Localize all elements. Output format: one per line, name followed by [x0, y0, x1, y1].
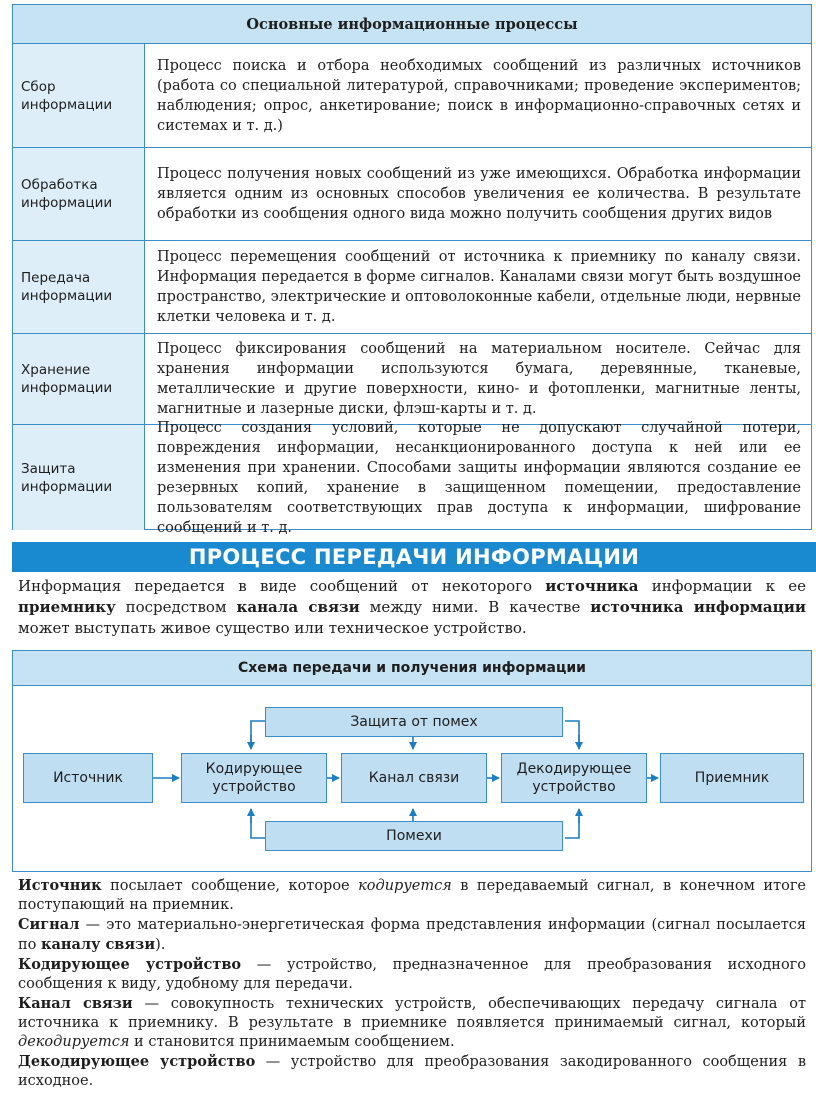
bold-term: приемнику [18, 598, 116, 616]
text-run: — совокупность технических устройств, обеспечивающих передачу сигнала от источника к приемнику. В результате в приемнике появляется принимаемый сигнал, который [18, 996, 806, 1031]
receiver-box: Приемник [660, 753, 804, 803]
italic-term: декодируется [18, 1034, 130, 1050]
bold-term: Канал связи [18, 995, 133, 1012]
noise-protection-box: Защита от помех [265, 707, 563, 737]
text-run: посылает сообщение, которое [101, 878, 359, 894]
row-label: Хранение информации [13, 334, 145, 424]
row-label: Сбор информации [13, 44, 145, 147]
table-row [13, 44, 811, 148]
table-row [13, 334, 811, 425]
source-box: Источник [23, 753, 153, 803]
definition-paragraph [18, 955, 806, 994]
intro-paragraph [18, 576, 806, 639]
bold-term: Источник [18, 877, 102, 894]
row-label: Защита информации [13, 425, 145, 530]
scheme-title: Схема передачи и получения информации [13, 651, 811, 686]
text-run: между ними. В качестве [359, 598, 591, 616]
bold-term: Декодирующее устройство [18, 1053, 256, 1070]
table-row [13, 148, 811, 241]
text-run: — это материально-энергетическая форма представления информации (сигнал посылается по [18, 917, 806, 953]
bold-term: Сигнал [18, 916, 80, 933]
bold-term: канала связи [236, 598, 360, 616]
row-text: Процесс перемещения сообщений от источника к приемнику по каналу связи. Информация передается в форме сигналов. Каналами связи могут быть воздушное пространство, электрические и оптоволоконные кабели, отдельные люди, нервные клетки человека и т. д. [157, 249, 801, 325]
encoder-box: Кодирующее устройство [181, 753, 327, 803]
text-run: Информация передается в виде сообщений от некоторого [18, 577, 546, 595]
channel-box: Канал связи [341, 753, 487, 803]
text-run: в передаваемый сигнал, в конечном итоге поступающий на приемник. [18, 878, 806, 913]
row-text: Процесс получения новых сообщений из уже имеющихся. Обработка информации является одним из основных способов увеличения ее количества. В результате обработки из сообщения одного вида можно получить сообщения других видов [157, 166, 801, 222]
text-run: — устройство, предназначенное для преобразования исходного сообщения к виду, удобному для передачи. [18, 957, 807, 992]
definition-paragraph [18, 1052, 806, 1091]
table-row [13, 241, 811, 334]
bold-term: источника [545, 577, 639, 595]
text-run: информации к ее [638, 577, 806, 595]
noise-box: Помехи [265, 821, 563, 851]
row-text: Процесс поиска и отбора необходимых сообщений из различных источников (работа со специальной литературой, справочниками; проведение экспериментов; наблюдения; опрос, анкетирование; поиск в информационно-справочных сетях и системах и т. д.) [157, 57, 801, 134]
section-heading: ПРОЦЕСС ПЕРЕДАЧИ ИНФОРМАЦИИ [12, 542, 816, 572]
text-run: и становится принимаемым сообщением. [129, 1034, 455, 1050]
row-label: Обработка информации [13, 148, 145, 240]
table-row [13, 419, 811, 536]
text-run: может выступать живое существо или техническое устройство. [18, 619, 527, 637]
processes-table [12, 4, 812, 536]
text-run: посредством [115, 598, 237, 616]
definition-paragraph [18, 876, 806, 915]
italic-term: кодируется [358, 878, 452, 894]
row-text: Процесс создания условий, которые не допускают случайной потери, повреждения информации, несанкционированного доступа к ней или ее изменения при хранении. Способами защиты информации являются создание ее резервных копий, хранение в защищенном помещении, предоставление пользователям соответствующих прав доступа к информации, шифрование сообщений и т. д. [157, 419, 801, 536]
text-run: ). [155, 937, 166, 953]
row-text: Процесс фиксирования сообщений на материальном носителе. Сейчас для хранения информации используются бумага, деревянные, тканевые, металлические и другие поверхности, кино- и фотопленки, магнитные ленты, магнитные и лазерные диски, флэш-карты и т. д. [157, 341, 801, 417]
definition-paragraph [18, 915, 806, 955]
bold-term: каналу связи [41, 936, 156, 953]
row-label: Передача информации [13, 241, 145, 333]
decoder-box: Декодирующее устройство [501, 753, 647, 803]
transmission-scheme [12, 650, 812, 872]
definition-paragraph [18, 994, 806, 1052]
bold-term: источника информации [590, 598, 806, 616]
bold-term: Кодирующее устройство [18, 956, 242, 973]
table-title: Основные информационные процессы [13, 5, 811, 44]
definitions [18, 876, 806, 1091]
text-run: — устройство для преобразования закодированного сообщения в исходное. [18, 1054, 806, 1089]
